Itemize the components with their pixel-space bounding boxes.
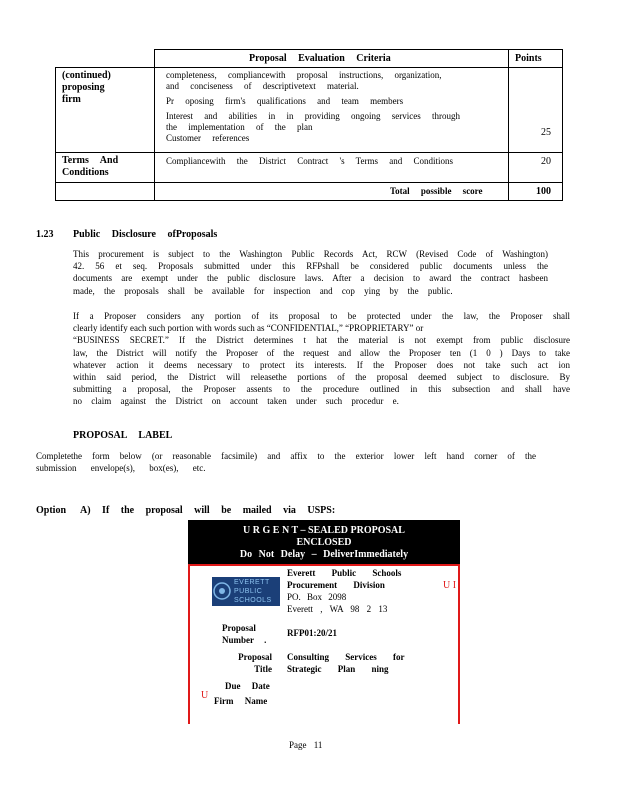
table-header-points: Points (515, 53, 542, 64)
row-label-terms: Terms And Conditions (62, 155, 119, 178)
label-instructions: Completethe form below (or reasonable facsimile) and affix to the exterior lower left hand corner of the submission envelope(s), box(es), etc. (36, 451, 536, 474)
row-points-20: 20 (541, 156, 551, 167)
proposal-number-value: RFP01:20/21 (287, 628, 337, 638)
total-score-label: Total possible score (390, 186, 483, 196)
firm-name-label: Firm Name (214, 696, 268, 706)
label-right-border (458, 564, 460, 724)
mailing-address: Everett Public Schools Procurement Division PO. Box 2098 Everett , WA 98 2 13 (287, 568, 402, 614)
row-label-continued: (continued) proposing firm (62, 70, 111, 105)
label-top-border (188, 564, 460, 566)
proposal-number-label: Proposal Number . (222, 623, 267, 645)
table-header-criteria: Proposal Evaluation Criteria (249, 53, 391, 64)
disclosure-paragraph-1: This procurement is subject to the Washington Public Records Act, RCW (Revised Code of Washington) 42. 56 et seq. Proposals submitted under this RFPshall be considered public documents unless the documents are exempt under the public disclosure laws. After a decision to award the contract hasbeen made, the proposals shall be available for inspection and cop ying by the public. (73, 249, 548, 296)
school-logo: EVERETT PUBLIC SCHOOLS (212, 577, 280, 606)
section-title: Public Disclosure ofProposals (73, 229, 218, 240)
row-points-25: 25 (541, 127, 551, 138)
label-left-border (188, 564, 190, 724)
page-number: Page 11 (289, 740, 323, 750)
option-text: A) If the proposal will be mailed via USPS: (80, 505, 336, 516)
proposal-label-heading: PROPOSAL LABEL (73, 430, 173, 441)
row-criteria-qualifications: completeness, compliancewith proposal instructions, organization, and conciseness of descriptivetext material. Pr oposing firm's qualifications and team members Interest and abilities in in providing ongoing services through the implementation of the plan Customer references (166, 70, 460, 143)
section-number: 1.23 (36, 229, 54, 240)
proposal-title-value: Consulting Services for Strategic Plan ning (287, 652, 405, 674)
due-date-label: Due Date (225, 681, 270, 691)
row-criteria-terms: Compliancewith the District Contract 's Terms and Conditions (166, 156, 454, 166)
disclosure-paragraph-2: If a Proposer considers any portion of its proposal to be protected under the law, the Proposer shall clearly identify each such portion with words such as “CONFIDENTIAL,” “PROPRIETARY” or “BUSINESS SECRET.” If the District determines t hat the material is not exempt from public disclosure law, the District will notify the Proposer of the request and allow the Proposer ten (1 0 ) Days to take whatever action it deems necessary to protect its interests. If the Proposer does not take such act ion within said period, the District will releasethe portions of the proposal deemed subject to disclosure. By submitting a proposal, the Proposer assents to the procedure outlined in this subsection and shall have no claim against the District on account taken under such procedur e. (73, 311, 570, 407)
proposal-title-label: Proposal Title (238, 652, 272, 674)
total-score-value: 100 (536, 186, 551, 197)
red-mark-left: U (201, 690, 209, 701)
red-mark-right: U I (443, 580, 457, 591)
option-label: Option (36, 505, 67, 516)
urgent-banner: U R G E N T – SEALED PROPOSAL ENCLOSED Do Not Delay – DeliverImmediately (188, 520, 460, 564)
